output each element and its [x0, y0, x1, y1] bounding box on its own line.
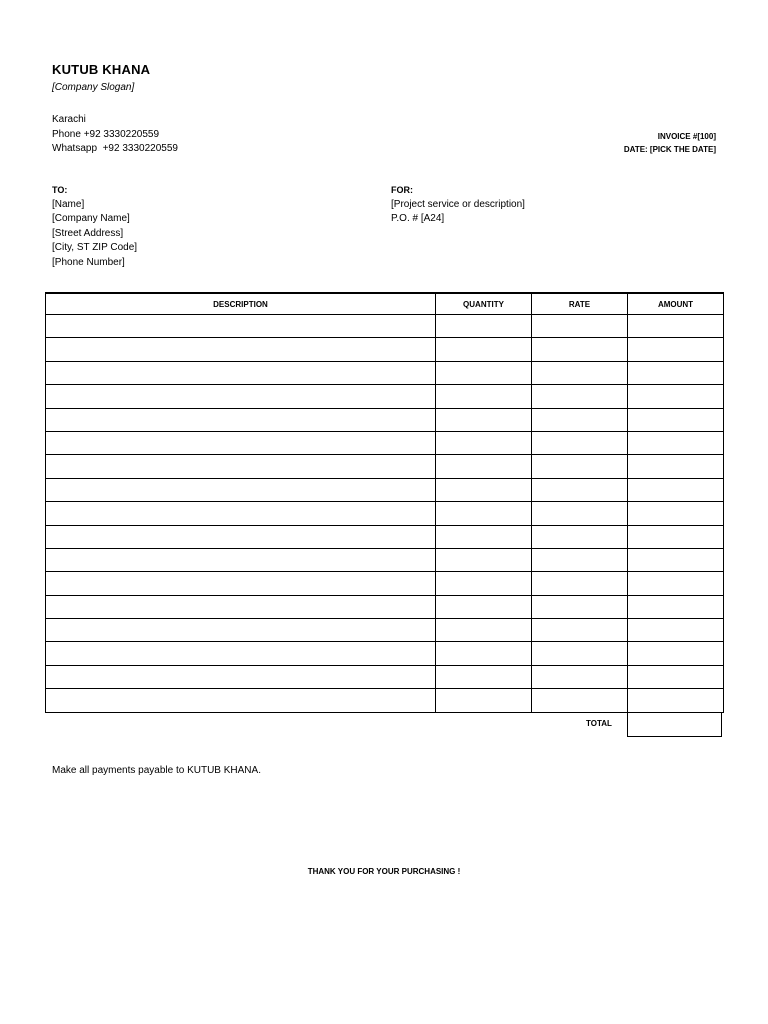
- cell-description[interactable]: [46, 385, 436, 408]
- cell-quantity[interactable]: [436, 619, 532, 642]
- cell-description[interactable]: [46, 361, 436, 384]
- col-header-description: DESCRIPTION: [46, 293, 436, 315]
- cell-rate[interactable]: [532, 619, 628, 642]
- cell-description[interactable]: [46, 595, 436, 618]
- to-label: TO:: [52, 185, 68, 195]
- cell-rate[interactable]: [532, 595, 628, 618]
- invoice-date: DATE: [PICK THE DATE]: [623, 145, 716, 154]
- cell-description[interactable]: [46, 525, 436, 548]
- cell-quantity[interactable]: [436, 548, 532, 571]
- cell-rate[interactable]: [532, 315, 628, 338]
- total-label: TOTAL: [586, 719, 612, 728]
- for-po: P.O. # [A24]: [391, 213, 445, 224]
- for-project: [Project service or description]: [391, 198, 525, 210]
- invoice-meta: [624, 130, 716, 156]
- table-row: [46, 619, 724, 642]
- cell-amount[interactable]: [628, 361, 724, 384]
- cell-quantity[interactable]: [436, 665, 532, 688]
- cell-amount[interactable]: [628, 455, 724, 478]
- cell-amount[interactable]: [628, 665, 724, 688]
- cell-description[interactable]: [46, 431, 436, 454]
- cell-description[interactable]: [46, 689, 436, 712]
- table-row: [46, 408, 724, 431]
- cell-rate[interactable]: [532, 689, 628, 712]
- company-slogan: [Company Slogan]: [52, 82, 135, 93]
- cell-quantity[interactable]: [436, 361, 532, 384]
- cell-amount[interactable]: [628, 385, 724, 408]
- cell-amount[interactable]: [628, 408, 724, 431]
- table-row: [46, 595, 724, 618]
- cell-rate[interactable]: [532, 408, 628, 431]
- to-street: [Street Address]: [52, 227, 124, 239]
- cell-rate[interactable]: [532, 665, 628, 688]
- cell-amount[interactable]: [628, 315, 724, 338]
- table-row: [46, 525, 724, 548]
- cell-description[interactable]: [46, 572, 436, 595]
- cell-quantity[interactable]: [436, 478, 532, 501]
- cell-rate[interactable]: [532, 478, 628, 501]
- bill-to-block: [52, 183, 137, 270]
- cell-quantity[interactable]: [436, 338, 532, 361]
- table-row: [46, 665, 724, 688]
- cell-description[interactable]: [46, 619, 436, 642]
- cell-amount[interactable]: [628, 502, 724, 525]
- cell-rate[interactable]: [532, 548, 628, 571]
- line-items-table: [45, 292, 724, 713]
- cell-rate[interactable]: [532, 431, 628, 454]
- table-row: [46, 689, 724, 712]
- for-block: [391, 183, 525, 227]
- cell-rate[interactable]: [532, 642, 628, 665]
- cell-rate[interactable]: [532, 385, 628, 408]
- for-label: FOR:: [391, 185, 413, 195]
- table-row: [46, 315, 724, 338]
- cell-description[interactable]: [46, 455, 436, 478]
- cell-amount[interactable]: [628, 548, 724, 571]
- cell-quantity[interactable]: [436, 595, 532, 618]
- cell-description[interactable]: [46, 548, 436, 571]
- cell-description[interactable]: [46, 502, 436, 525]
- table-row: [46, 572, 724, 595]
- col-header-amount: AMOUNT: [628, 293, 724, 315]
- company-phone: Phone +92 3330220559: [52, 128, 160, 140]
- cell-quantity[interactable]: [436, 408, 532, 431]
- cell-description[interactable]: [46, 642, 436, 665]
- table-row: [46, 548, 724, 571]
- cell-rate[interactable]: [532, 502, 628, 525]
- thank-you-note: THANK YOU FOR YOUR PURCHASING !: [307, 867, 461, 876]
- cell-rate[interactable]: [532, 572, 628, 595]
- company-contact: [52, 113, 178, 157]
- cell-rate[interactable]: [532, 525, 628, 548]
- cell-description[interactable]: [46, 478, 436, 501]
- cell-amount[interactable]: [628, 338, 724, 361]
- company-city: Karachi: [52, 114, 86, 125]
- cell-quantity[interactable]: [436, 431, 532, 454]
- company-whatsapp: Whatsapp +92 3330220559: [52, 143, 178, 154]
- table-row: [46, 385, 724, 408]
- cell-quantity[interactable]: [436, 689, 532, 712]
- cell-amount[interactable]: [628, 525, 724, 548]
- cell-description[interactable]: [46, 665, 436, 688]
- cell-description[interactable]: [46, 408, 436, 431]
- company-name: KUTUB KHANA: [52, 62, 151, 77]
- cell-description[interactable]: [46, 315, 436, 338]
- cell-quantity[interactable]: [436, 315, 532, 338]
- cell-amount[interactable]: [628, 689, 724, 712]
- table-header-row: [46, 293, 724, 315]
- cell-description[interactable]: [46, 338, 436, 361]
- payment-note: Make all payments payable to KUTUB KHANA.: [52, 765, 261, 776]
- table-row: [46, 455, 724, 478]
- table-row: [46, 502, 724, 525]
- table-row: [46, 642, 724, 665]
- table-row: [46, 338, 724, 361]
- cell-rate[interactable]: [532, 361, 628, 384]
- table-row: [46, 431, 724, 454]
- cell-quantity[interactable]: [436, 385, 532, 408]
- to-phone: [Phone Number]: [52, 256, 125, 268]
- invoice-number: INVOICE #[100]: [657, 132, 716, 141]
- cell-amount[interactable]: [628, 431, 724, 454]
- table-body: [46, 315, 724, 713]
- cell-rate[interactable]: [532, 455, 628, 478]
- to-company: [Company Name]: [52, 213, 130, 224]
- cell-amount[interactable]: [628, 595, 724, 618]
- col-header-quantity: QUANTITY: [436, 293, 532, 315]
- cell-quantity[interactable]: [436, 572, 532, 595]
- to-name: [Name]: [52, 198, 85, 210]
- cell-quantity[interactable]: [436, 525, 532, 548]
- to-city: [City, ST ZIP Code]: [52, 242, 138, 253]
- cell-amount[interactable]: [628, 642, 724, 665]
- cell-quantity[interactable]: [436, 455, 532, 478]
- cell-amount[interactable]: [628, 619, 724, 642]
- cell-quantity[interactable]: [436, 642, 532, 665]
- cell-quantity[interactable]: [436, 502, 532, 525]
- cell-amount[interactable]: [628, 478, 724, 501]
- cell-rate[interactable]: [532, 338, 628, 361]
- cell-amount[interactable]: [628, 572, 724, 595]
- total-cell[interactable]: [627, 712, 722, 737]
- table-row: [46, 478, 724, 501]
- col-header-rate: RATE: [532, 293, 628, 315]
- table-row: [46, 361, 724, 384]
